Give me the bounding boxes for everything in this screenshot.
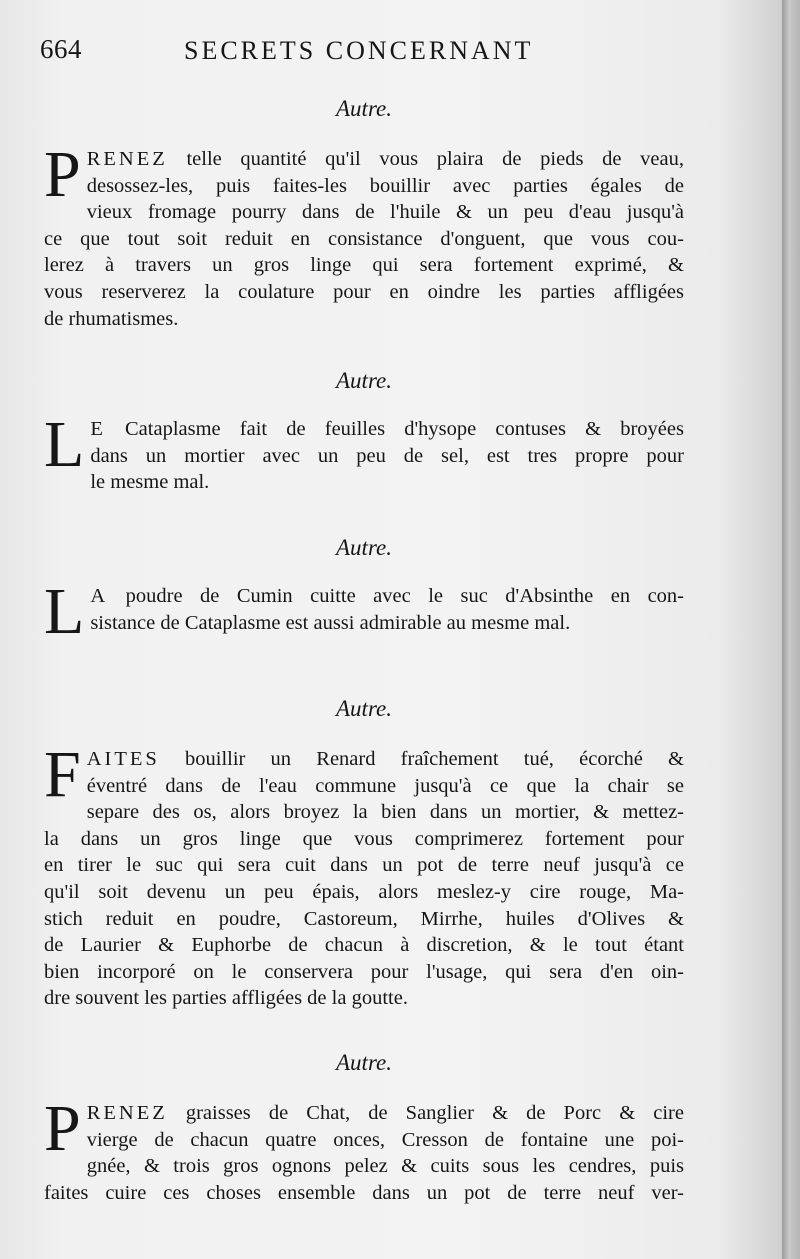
text-line: stich reduit en poudre, Castoreum, Mirrhe, huiles d'Olives & xyxy=(44,907,684,930)
text-line: de rhumatismes. xyxy=(44,307,179,330)
text-line: desossez-les, puis faites-les bouillir avec parties égales de xyxy=(86,174,684,197)
text-line: ce que tout soit reduit en consistance d'onguent, que vous cou- xyxy=(44,227,684,250)
drop-cap: L xyxy=(44,408,85,481)
text-line: poudre de Cumin cuitte avec le suc d'Absinthe en con- xyxy=(108,585,684,607)
text-line: telle quantité qu'il vous plaira de pieds de veau, xyxy=(167,148,684,170)
lead-word: AITES xyxy=(86,748,160,770)
text-line: graisses de Chat, de Sanglier & de Porc & cire xyxy=(167,1102,684,1124)
recipe-paragraph xyxy=(44,1092,684,1206)
text-line: vous reserverez la coulature pour en oindre les parties affligées xyxy=(44,280,684,303)
text-line: éventré dans de l'eau commune jusqu'à ce que la chair se xyxy=(86,774,684,797)
text-line: qu'il soit devenu un peu épais, alors meslez-y cire rouge, Ma- xyxy=(44,880,684,903)
text-line: vierge de chacun quatre onces, Cresson de fontaine une poi- xyxy=(86,1128,684,1151)
drop-cap: F xyxy=(44,738,81,811)
text-line: la dans un gros linge que vous comprimerez fortement pour xyxy=(44,827,684,850)
recipe-section xyxy=(44,96,684,332)
drop-cap: P xyxy=(44,138,81,211)
drop-cap: P xyxy=(44,1092,81,1165)
section-heading: Autre. xyxy=(336,96,392,121)
recipe-section xyxy=(44,1050,684,1206)
text-line: bouillir un Renard fraîchement tué, écorché & xyxy=(159,748,684,770)
lead-word: RENEZ xyxy=(86,1102,168,1124)
page-edge xyxy=(782,0,800,1259)
recipe-section xyxy=(44,696,684,1012)
text-line: sistance de Cataplasme est aussi admirable au mesme mal. xyxy=(90,611,571,634)
text-line: separe des os, alors broyez la bien dans un mortier, & mettez- xyxy=(86,801,684,824)
text-line: dre souvent les parties affligées de la goutte. xyxy=(44,987,408,1010)
section-heading: Autre. xyxy=(336,696,392,721)
page-number: 664 xyxy=(40,34,82,64)
text-line: lerez à travers un gros linge qui sera fortement exprimé, & xyxy=(44,254,684,277)
lead-word: A xyxy=(90,585,109,607)
section-heading: Autre. xyxy=(336,1050,392,1075)
recipe-paragraph xyxy=(44,575,684,648)
section-heading: Autre. xyxy=(336,535,392,560)
recipe-paragraph xyxy=(44,408,684,496)
text-line: dans un mortier avec un peu de sel, est tres propre pour xyxy=(90,444,684,467)
section-heading: Autre. xyxy=(336,368,392,393)
recipe-paragraph xyxy=(44,738,684,1012)
recipe-section xyxy=(44,535,684,648)
text-line: de Laurier & Euphorbe de chacun à discretion, & le tout étant xyxy=(44,934,684,957)
drop-cap: L xyxy=(44,575,85,648)
text-line: en tirer le suc qui sera cuit dans un pot de terre neuf jusqu'à ce xyxy=(44,854,684,877)
text-line: faites cuire ces choses ensemble dans un pot de terre neuf ver- xyxy=(44,1181,684,1204)
lead-word: RENEZ xyxy=(86,148,168,170)
text-line: gnée, & trois gros ognons pelez & cuits sous les cendres, puis xyxy=(86,1155,684,1178)
text-line: Cataplasme fait de feuilles d'hysope contuses & broyées xyxy=(105,418,684,440)
text-line: bien incorporé on le conservera pour l'usage, qui sera d'en oin- xyxy=(44,960,684,983)
text-line: le mesme mal. xyxy=(90,471,210,494)
running-title: SECRETS CONCERNANT xyxy=(184,36,534,65)
recipe-section xyxy=(44,368,684,496)
lead-word: E xyxy=(90,418,106,440)
recipe-paragraph xyxy=(44,138,684,332)
page-header xyxy=(36,30,676,70)
text-line: vieux fromage pourry dans de l'huile & un peu d'eau jusqu'à xyxy=(86,201,684,224)
